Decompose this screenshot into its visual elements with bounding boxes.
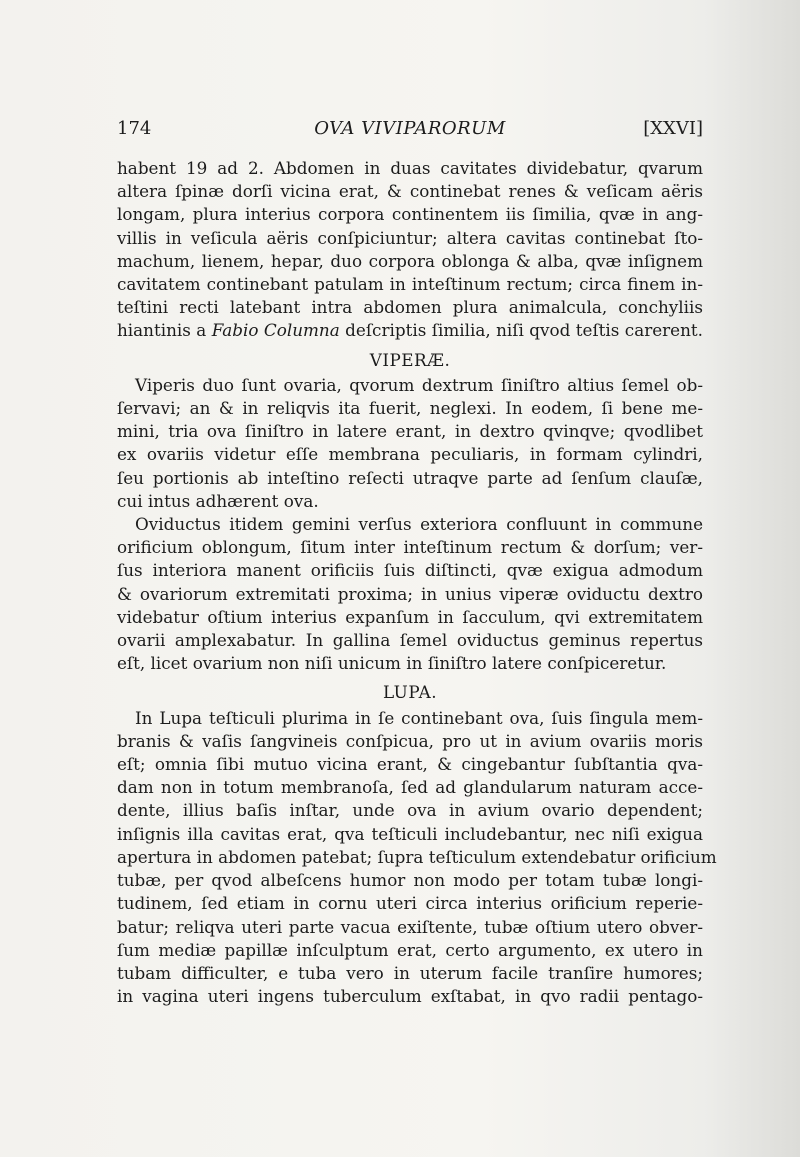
text-line: ſeu portionis ab inteſtino reſecti utraqve parte ad ſenſum clauſæ,	[117, 467, 703, 488]
text-line: machum, lienem, hepar, duo corpora oblonga & alba, qvæ inſignem	[117, 250, 703, 271]
text-line: villis in veſicula aëris conſpiciuntur; altera cavitas continebat ſto-	[117, 227, 703, 248]
paragraph-viperae-2	[117, 513, 703, 675]
text-line: tudinem, ſed etiam in cornu uteri circa interius orificium reperie-	[117, 893, 703, 914]
section-number: [XXVI]	[643, 118, 703, 139]
text-line: & ovariorum extremitati proxima; in unius viperæ oviductu dextro	[117, 583, 703, 604]
running-header	[117, 118, 703, 148]
text-line: inſignis illa cavitas erat, qva teſticuli includebantur, nec niſi exigua	[117, 823, 703, 844]
text-line: branis & vaſis ſangvineis conſpicua, pro ut in avium ovariis moris	[117, 730, 703, 751]
text-line: dam non in totum membranoſa, ſed ad glandularum naturam acce-	[117, 777, 703, 798]
text-line: cui intus adhærent ova.	[117, 490, 319, 511]
section-heading-viperae: VIPERÆ.	[369, 349, 451, 370]
text-segment: hiantinis a	[117, 320, 212, 341]
text-line: longam, plura interius corpora continentem iis ſimilia, qvæ in ang-	[117, 204, 703, 225]
text-line: ovarii amplexabatur. In gallina ſemel oviductus geminus repertus	[117, 630, 703, 651]
text-line: tubæ, per qvod albeſcens humor non modo per totam tubæ longi-	[117, 870, 703, 891]
paragraph-viperae-1	[117, 374, 703, 513]
text-line: In Lupa teſticuli plurima in ſe continebant ova, ſuis ſingula mem-	[135, 707, 703, 728]
text-line: dente, illius baſis inſtar, unde ova in avium ovario dependent;	[117, 800, 703, 821]
text-line: cavitatem continebant patulam in inteſtinum rectum; circa finem in-	[117, 274, 703, 295]
text-line: ſum mediæ papillæ inſculptum erat, certo argumento, ex utero in	[117, 939, 703, 960]
text-line: Oviductus itidem gemini verſus exteriora confluunt in commune	[135, 514, 703, 535]
text-line: in vagina uteri ingens tuberculum exſtabat, in qvo radii pentago-	[117, 986, 703, 1007]
text-line: teſtini recti latebant intra abdomen plura animalcula, conchyliis	[117, 297, 703, 318]
text-line: eſt; omnia ſibi mutuo vicina erant, & cingebantur ſubſtantia qva-	[117, 754, 703, 775]
section-heading-lupa: LUPA.	[382, 682, 438, 703]
text-line: habent 19 ad 2. Abdomen in duas cavitates dividebatur, qvarum	[117, 158, 703, 178]
running-title: OVA VIVIPARORUM	[314, 118, 506, 139]
text-line: altera ſpinæ dorſi vicina erat, & continebat renes & veſicam aëris	[117, 181, 703, 202]
text-line	[117, 319, 703, 342]
paragraph-lupa	[117, 707, 717, 1009]
text-line: orificium oblongum, ſitum inter inteſtinum rectum & dorſum; ver-	[117, 537, 703, 558]
paragraph-abdomen	[117, 157, 703, 343]
author-name: Fabio Columna	[211, 320, 340, 341]
text-line: apertura in abdomen patebat; ſupra teſticulum extendebatur orificium	[117, 846, 717, 867]
text-line: ex ovariis videtur eſſe membrana peculiaris, in formam cylindri,	[117, 444, 703, 465]
text-line: batur; reliqva uteri parte vacua exiſtente, tubæ oſtium utero obver-	[117, 916, 703, 937]
text-line: ſervavi; an & in reliqvis ita fuerit, neglexi. In eodem, ſi bene me-	[117, 398, 703, 419]
page-number: 174	[117, 118, 152, 139]
text-segment: deſcriptis ſimilia, niſi qvod teſtis carerent.	[339, 320, 703, 341]
text-line: mini, tria ova ſiniſtro in latere erant, in dextro qvinqve; qvodlibet	[117, 421, 703, 442]
text-line: eſt, licet ovarium non niſi unicum in ſiniſtro latere conſpiceretur.	[117, 653, 667, 674]
text-line: ſus interiora manent orificiis ſuis diſtincti, qvæ exigua admodum	[117, 560, 703, 581]
text-line: tubam difficulter, e tuba vero in uterum facile tranſire humores;	[117, 962, 703, 983]
text-line: Viperis duo ſunt ovaria, qvorum dextrum ſiniſtro altius ſemel ob-	[135, 374, 703, 395]
page-body	[117, 157, 717, 1008]
text-line: videbatur oſtium interius expanſum in ſacculum, qvi extremitatem	[117, 606, 703, 627]
